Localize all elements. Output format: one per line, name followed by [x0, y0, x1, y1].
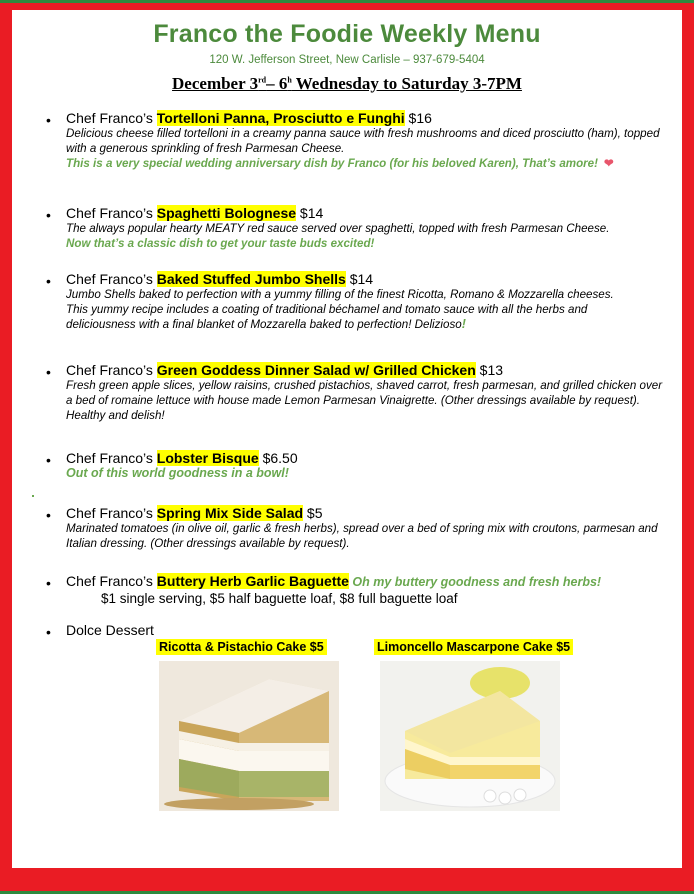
dish-name: Green Goddess Dinner Salad w/ Grilled Chicken: [156, 362, 476, 378]
dish-description: Marinated tomatoes (in olive oil, garlic & fresh herbs), spread over a bed of spring mix with croutons, parmesan and Italian dressing. (Other dressings available by request).: [66, 522, 658, 550]
limoncello-mascarpone-cake-image: [380, 661, 560, 811]
menu-item: • Chef Franco’s Lobster Bisque $6.50 Out of this world goodness in a bowl!: [46, 450, 666, 481]
heart-icon: ❤: [603, 157, 614, 170]
cake-2-label: Limoncello Mascarpone Cake $5: [374, 639, 573, 655]
menu-item: • Chef Franco’s Spaghetti Bolognese $14 The always popular hearty MEATY red sauce served over spaghetti, topped with fresh Parmesan Cheese. Now that’s a classic dish to get your taste buds excited!: [46, 205, 666, 251]
dish-price: $16: [404, 110, 432, 126]
menu-item: • Chef Franco’s Green Goddess Dinner Salad w/ Grilled Chicken $13 Fresh green apple slices, yellow raisins, crushed pistachios, shaved carrot, fresh parmesan, and grilled chicken over a bed of romaine lettuce with house made Lemon Parmesan Vinaigrette. (Other dressings available by request). Healthy and delish!: [46, 362, 666, 423]
dessert-label: Dolce Dessert: [66, 622, 154, 638]
dish-note: This is a very special wedding anniversary dish by Franco (for his beloved Karen), That’s amore! ❤: [66, 157, 614, 170]
menu-item: • Chef Franco’s Buttery Herb Garlic Baguette Oh my buttery goodness and fresh herbs! $1 single serving, $5 half baguette loaf, $8 full baguette loaf: [46, 573, 666, 606]
ricotta-pistachio-cake-image: [159, 661, 339, 811]
menu-address: 120 W. Jefferson Street, New Carlisle – 937-679-5404: [209, 54, 485, 66]
cake-1-label: Ricotta & Pistachio Cake $5: [156, 639, 327, 655]
dish-name: Baked Stuffed Jumbo Shells: [156, 271, 346, 287]
stray-dot: [32, 495, 34, 497]
dish-description: Jumbo Shells baked to perfection with a yummy filling of the finest Ricotta, Romano & Mozzarella cheeses. This yummy recipe includes a coating of traditional béchamel and tomato sauce with all the herbs and deliciousness with a final blanket of Mozzarella baked to perfection! Delizioso!: [66, 288, 614, 331]
dish-description: The always popular hearty MEATY red sauce served over spaghetti, topped with fresh Parmesan Cheese.: [66, 222, 610, 235]
dish-price: $6.50: [258, 450, 298, 466]
dish-price: $13: [475, 362, 504, 378]
dish-price: $14: [296, 205, 324, 221]
dish-price: $14: [345, 271, 374, 287]
dish-name: Tortelloni Panna, Prosciutto e Funghi: [156, 110, 405, 126]
menu-title: Franco the Foodie Weekly Menu: [153, 20, 541, 48]
menu-item: • Chef Franco’s Baked Stuffed Jumbo Shells $14 Jumbo Shells baked to perfection with a yummy filling of the finest Ricotta, Romano & Mozzarella cheeses. This yummy recipe includes a coating of traditional béchamel and tomato sauce with all the herbs and deliciousness with a final blanket of Mozzarella baked to perfection! Delizioso!: [46, 271, 666, 332]
dish-name: Spaghetti Bolognese: [156, 205, 297, 221]
menu-item: • Chef Franco’s Spring Mix Side Salad $5 Marinated tomatoes (in olive oil, garlic & fresh herbs), spread over a bed of spring mix with croutons, parmesan and Italian dressing. (Other dressings available by request).: [46, 505, 666, 551]
dish-description: Delicious cheese filled tortelloni in a creamy panna sauce with fresh mushrooms and diced prosciutto (ham), topped with a generous sprinkling of fresh Parmesan Cheese.: [66, 127, 660, 155]
dish-price: $5: [303, 505, 323, 521]
dish-name: Buttery Herb Garlic Baguette: [156, 573, 349, 589]
dessert-section: • Dolce Dessert: [46, 622, 666, 638]
dish-note: Now that’s a classic dish to get your taste buds excited!: [66, 237, 375, 250]
dish-description: Fresh green apple slices, yellow raisins, crushed pistachios, shaved carrot, fresh parmesan, and grilled chicken over a bed of romaine lettuce with house made Lemon Parmesan Vinaigrette. (Other dressings available by request). Healthy and delish!: [66, 379, 663, 422]
bullet: •: [46, 112, 51, 128]
dish-name: Spring Mix Side Salad: [156, 505, 304, 521]
dish-name: Lobster Bisque: [156, 450, 259, 466]
dish-note: Out of this world goodness in a bowl!: [66, 466, 289, 480]
dish-note: Oh my buttery goodness and fresh herbs!: [348, 575, 602, 589]
baguette-pricing: $1 single serving, $5 half baguette loaf, $8 full baguette loaf: [101, 591, 458, 606]
menu-item: • Chef Franco’s Tortelloni Panna, Prosciutto e Funghi $16 Delicious cheese filled tortelloni in a creamy panna sauce with fresh mushrooms and diced prosciutto (ham), topped with a generous sprinkling of fresh Parmesan Cheese. This is a very special wedding anniversary dish by Franco (for his beloved Karen), That’s amore! ❤: [46, 110, 666, 171]
menu-date: December 3rd– 6$^h$ Wednesday to Saturday 3-7PM: [172, 74, 522, 93]
